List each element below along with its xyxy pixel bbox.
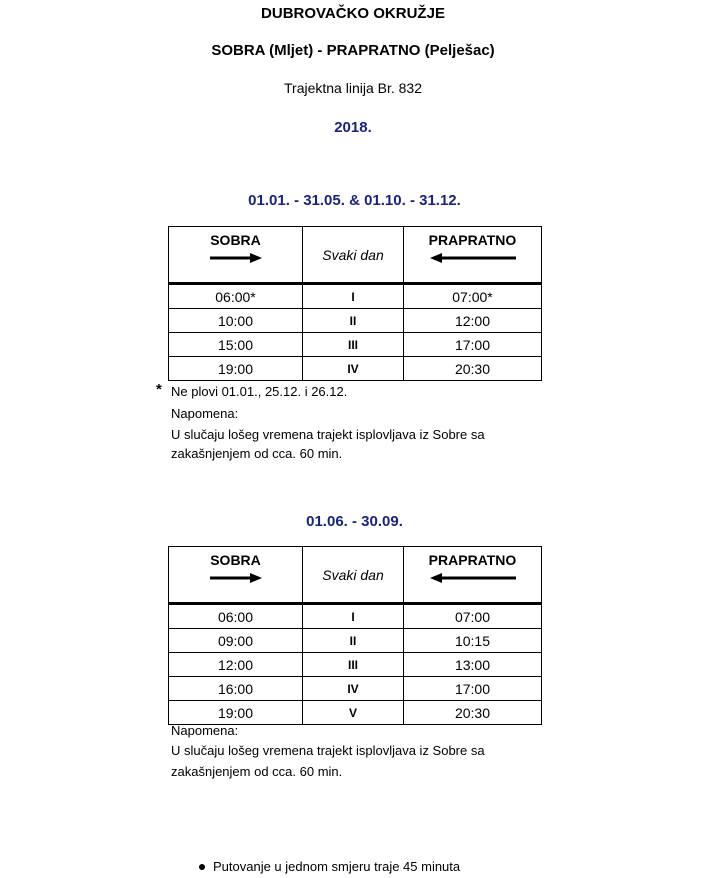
header-days: Svaki dan: [303, 547, 404, 604]
table-row: [169, 357, 542, 381]
departure-prapratno: 17:00: [404, 677, 542, 701]
trip-number: IV: [303, 357, 404, 381]
departure-prapratno: 20:30: [404, 357, 542, 381]
departure-prapratno: 17:00: [404, 333, 542, 357]
arrow-right-icon: [210, 573, 262, 583]
trip-number: II: [303, 309, 404, 333]
note-title-1: Napomena:: [171, 406, 239, 421]
trip-number: III: [303, 333, 404, 357]
to-label: PRAPRATNO: [428, 552, 517, 568]
table-row: [169, 284, 542, 309]
departure-sobra: 19:00: [169, 701, 303, 725]
timetable-2: [168, 546, 542, 725]
route-title: SOBRA (Mljet) - PRAPRATNO (Pelješac): [211, 42, 495, 59]
travel-duration-note: [199, 859, 460, 874]
table-row: [169, 701, 542, 725]
from-label: SOBRA: [210, 232, 261, 248]
departure-sobra: 19:00: [169, 357, 303, 381]
note-line-1b: zakašnjenjem od cca. 60 min.: [171, 446, 343, 461]
year-title: 2018.: [334, 119, 372, 136]
departure-sobra: 06:00*: [169, 284, 303, 309]
departure-sobra: 16:00: [169, 677, 303, 701]
note-line-2a: U slučaju lošeg vremena trajekt isplovljava iz Sobre sa: [171, 743, 485, 758]
note-title-2: Napomena:: [171, 723, 239, 738]
table-header-row: [169, 227, 542, 284]
header-from: [169, 227, 303, 284]
departure-prapratno: 12:00: [404, 309, 542, 333]
departure-prapratno: 10:15: [404, 629, 542, 653]
trip-number: I: [303, 604, 404, 629]
arrow-left-icon: [430, 573, 516, 583]
header-to: [404, 547, 542, 604]
table-header-row: [169, 547, 542, 604]
bullet-icon: [199, 864, 205, 870]
departure-prapratno: 13:00: [404, 653, 542, 677]
departure-sobra: 06:00: [169, 604, 303, 629]
table-row: [169, 677, 542, 701]
departure-sobra: 15:00: [169, 333, 303, 357]
table-row: [169, 629, 542, 653]
table-row: [169, 333, 542, 357]
table-row: [169, 604, 542, 629]
arrow-left-icon: [430, 253, 516, 263]
region-title: DUBROVAČKO OKRUŽJE: [261, 5, 445, 22]
note-line-1a: U slučaju lošeg vremena trajekt isplovljava iz Sobre sa: [171, 427, 485, 442]
footnote-text: Ne plovi 01.01., 25.12. i 26.12.: [171, 384, 348, 399]
trip-number: IV: [303, 677, 404, 701]
trip-number: II: [303, 629, 404, 653]
to-label: PRAPRATNO: [428, 232, 517, 248]
header-days: Svaki dan: [303, 227, 404, 284]
departure-sobra: 09:00: [169, 629, 303, 653]
from-label: SOBRA: [210, 552, 261, 568]
departure-prapratno: 20:30: [404, 701, 542, 725]
period-title-1: 01.01. - 31.05. & 01.10. - 31.12.: [248, 192, 461, 209]
trip-number: V: [303, 701, 404, 725]
table-row: [169, 309, 542, 333]
footnote-star: *: [156, 381, 162, 398]
travel-duration-text: Putovanje u jednom smjeru traje 45 minuta: [213, 859, 461, 874]
departure-sobra: 10:00: [169, 309, 303, 333]
departure-prapratno: 07:00*: [404, 284, 542, 309]
note-line-2b: zakašnjenjem od cca. 60 min.: [171, 764, 343, 779]
period-title-2: 01.06. - 30.09.: [306, 513, 403, 530]
arrow-right-icon: [210, 253, 262, 263]
header-from: [169, 547, 303, 604]
departure-prapratno: 07:00: [404, 604, 542, 629]
trip-number: I: [303, 284, 404, 309]
header-to: [404, 227, 542, 284]
trip-number: III: [303, 653, 404, 677]
line-number: Trajektna linija Br. 832: [284, 80, 422, 96]
timetable-1: [168, 226, 542, 381]
table-row: [169, 653, 542, 677]
departure-sobra: 12:00: [169, 653, 303, 677]
